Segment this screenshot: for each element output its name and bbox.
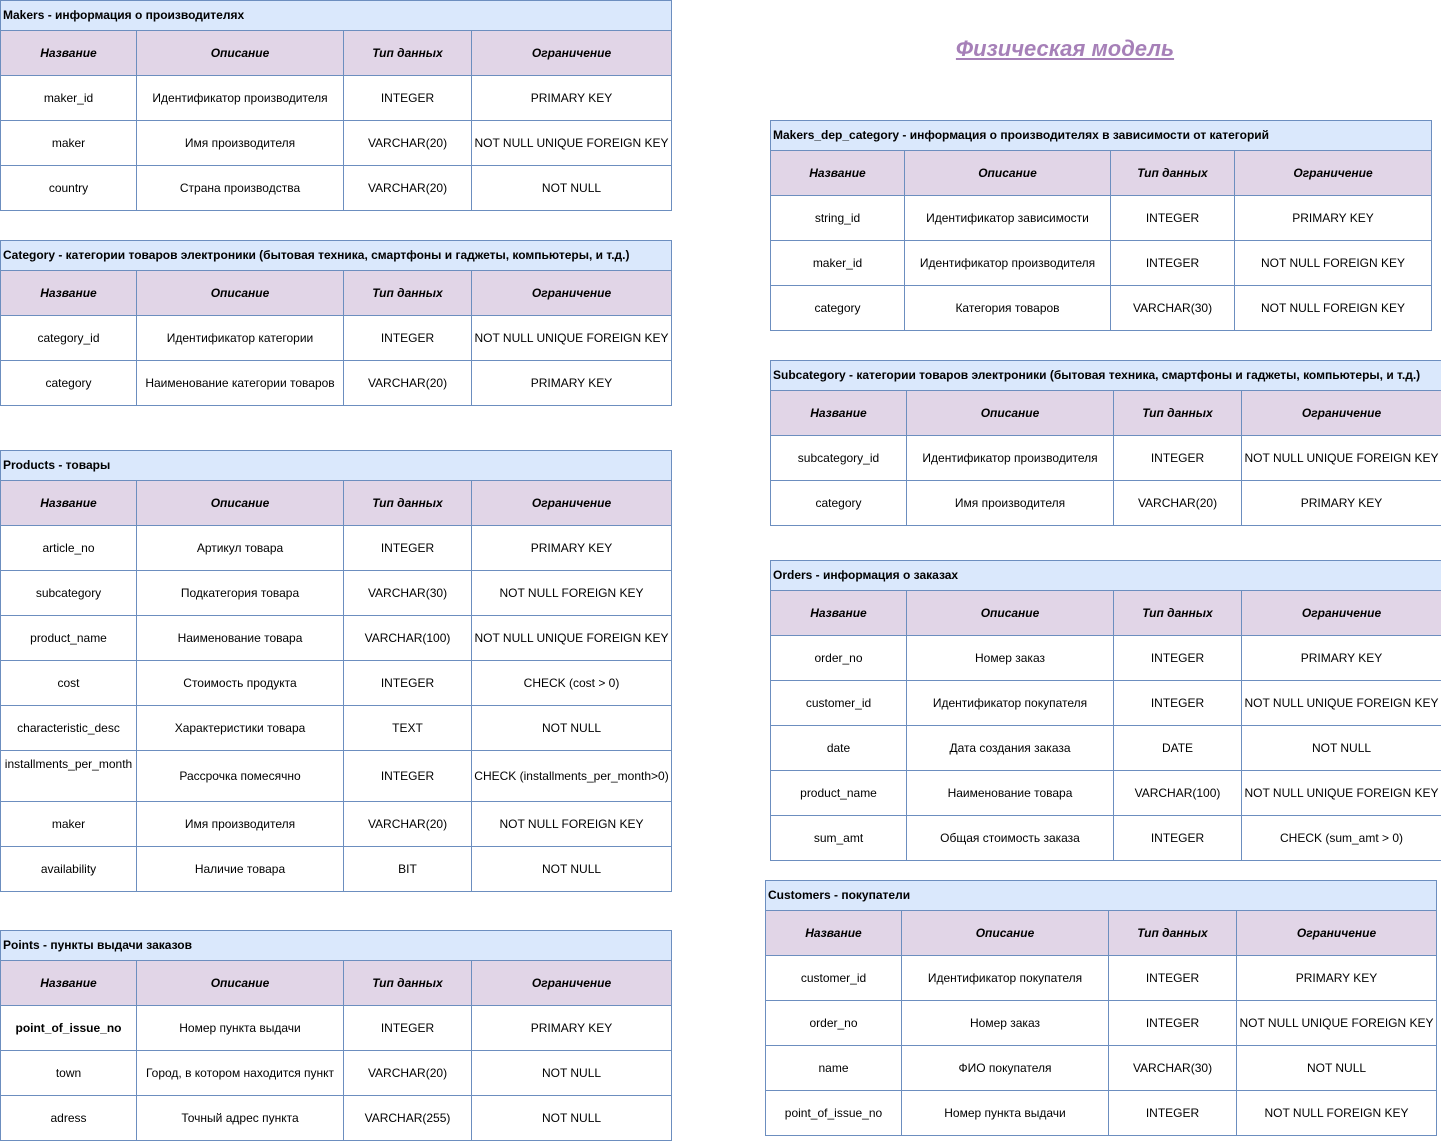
- table-row: [771, 241, 1432, 286]
- field-name-cell: product_name: [1, 616, 137, 661]
- field-description-cell: Идентификатор покупателя: [902, 956, 1109, 1001]
- column-header-name: Название: [771, 151, 905, 196]
- field-constraint-cell: PRIMARY KEY: [472, 1006, 672, 1051]
- table-title: Points - пункты выдачи заказов: [1, 931, 672, 961]
- field-constraint-cell: NOT NULL FOREIGN KEY: [1235, 286, 1432, 331]
- field-type-cell: VARCHAR(100): [344, 616, 472, 661]
- field-description-cell: Номер заказ: [902, 1001, 1109, 1046]
- table-title: Products - товары: [1, 451, 672, 481]
- table-orders: [770, 560, 1441, 861]
- column-header-description: Описание: [907, 391, 1114, 436]
- column-header-name: Название: [1, 481, 137, 526]
- column-header-type: Тип данных: [344, 961, 472, 1006]
- column-header-description: Описание: [137, 271, 344, 316]
- field-name-cell: installments_per_month: [1, 751, 137, 802]
- column-header-description: Описание: [907, 591, 1114, 636]
- field-description-cell: Идентификатор категории: [137, 316, 344, 361]
- table-title: Category - категории товаров электроники (бытовая техника, смартфоны и гаджеты, компьютеры, и т.д.): [1, 241, 672, 271]
- table-row: [766, 1046, 1437, 1091]
- field-type-cell: INTEGER: [1111, 196, 1235, 241]
- field-name-cell: string_id: [771, 196, 905, 241]
- field-name-cell: name: [766, 1046, 902, 1091]
- field-type-cell: VARCHAR(30): [344, 571, 472, 616]
- table-row: [771, 286, 1432, 331]
- table-title: Makers - информация о производителях: [1, 1, 672, 31]
- field-name-cell: order_no: [766, 1001, 902, 1046]
- table-category: [0, 240, 672, 406]
- column-header-constraint: Ограничение: [1235, 151, 1432, 196]
- column-header-type: Тип данных: [1114, 591, 1242, 636]
- field-constraint-cell: PRIMARY KEY: [1235, 196, 1432, 241]
- field-description-cell: Номер заказ: [907, 636, 1114, 681]
- field-type-cell: VARCHAR(20): [344, 802, 472, 847]
- table-makers-dep-category: [770, 120, 1432, 331]
- field-name-cell: category_id: [1, 316, 137, 361]
- table-title: Subcategory - категории товаров электроники (бытовая техника, смартфоны и гаджеты, компьютеры, и т.д.): [771, 361, 1441, 391]
- table-row: [1, 166, 672, 211]
- table-customers: [765, 880, 1437, 1136]
- field-type-cell: INTEGER: [1114, 636, 1242, 681]
- table-points: [0, 930, 672, 1141]
- field-name-cell: product_name: [771, 771, 907, 816]
- field-description-cell: Наименование категории товаров: [137, 361, 344, 406]
- column-header-constraint: Ограничение: [472, 961, 672, 1006]
- field-name-cell: maker_id: [771, 241, 905, 286]
- table-row: [1, 616, 672, 661]
- field-name-cell: subcategory_id: [771, 436, 907, 481]
- field-name-cell: cost: [1, 661, 137, 706]
- field-type-cell: INTEGER: [1111, 241, 1235, 286]
- field-type-cell: INTEGER: [344, 526, 472, 571]
- field-description-cell: ФИО покупателя: [902, 1046, 1109, 1091]
- field-constraint-cell: NOT NULL UNIQUE FOREIGN KEY: [472, 121, 672, 166]
- field-name-cell: sum_amt: [771, 816, 907, 861]
- column-header-type: Тип данных: [1109, 911, 1237, 956]
- field-name-cell: date: [771, 726, 907, 771]
- field-type-cell: INTEGER: [1114, 681, 1242, 726]
- table-row: [771, 481, 1441, 526]
- field-description-cell: Номер пункта выдачи: [902, 1091, 1109, 1136]
- field-description-cell: Имя производителя: [137, 802, 344, 847]
- table-row: [771, 816, 1441, 861]
- field-type-cell: VARCHAR(255): [344, 1096, 472, 1141]
- field-constraint-cell: CHECK (sum_amt > 0): [1242, 816, 1441, 861]
- field-name-cell: article_no: [1, 526, 137, 571]
- field-constraint-cell: NOT NULL UNIQUE FOREIGN KEY: [1242, 436, 1441, 481]
- column-header-type: Тип данных: [1111, 151, 1235, 196]
- table-row: [1, 526, 672, 571]
- field-type-cell: INTEGER: [344, 316, 472, 361]
- header-row: [771, 591, 1441, 636]
- field-description-cell: Идентификатор производителя: [137, 76, 344, 121]
- table-row: [1, 1006, 672, 1051]
- column-header-constraint: Ограничение: [472, 481, 672, 526]
- table-title: Makers_dep_category - информация о производителях в зависимости от категорий: [771, 121, 1432, 151]
- field-type-cell: TEXT: [344, 706, 472, 751]
- table-row: [771, 771, 1441, 816]
- header-row: [1, 481, 672, 526]
- field-description-cell: Город, в котором находится пункт: [137, 1051, 344, 1096]
- field-description-cell: Наличие товара: [137, 847, 344, 892]
- field-description-cell: Идентификатор зависимости: [905, 196, 1111, 241]
- field-constraint-cell: NOT NULL UNIQUE FOREIGN KEY: [1242, 681, 1441, 726]
- header-row: [771, 391, 1441, 436]
- field-description-cell: Характеристики товара: [137, 706, 344, 751]
- field-description-cell: Наименование товара: [907, 771, 1114, 816]
- field-constraint-cell: NOT NULL: [472, 847, 672, 892]
- column-header-constraint: Ограничение: [1237, 911, 1437, 956]
- field-name-cell: maker: [1, 802, 137, 847]
- field-description-cell: Идентификатор покупателя: [907, 681, 1114, 726]
- table-row: [1, 706, 672, 751]
- field-name-cell: maker_id: [1, 76, 137, 121]
- field-constraint-cell: NOT NULL: [472, 166, 672, 211]
- field-constraint-cell: NOT NULL FOREIGN KEY: [472, 571, 672, 616]
- field-constraint-cell: NOT NULL: [1242, 726, 1441, 771]
- field-name-cell: customer_id: [771, 681, 907, 726]
- field-type-cell: VARCHAR(20): [344, 166, 472, 211]
- field-name-cell: availability: [1, 847, 137, 892]
- column-header-name: Название: [771, 391, 907, 436]
- field-type-cell: VARCHAR(30): [1111, 286, 1235, 331]
- header-row: [1, 31, 672, 76]
- field-type-cell: BIT: [344, 847, 472, 892]
- table-row: [771, 726, 1441, 771]
- table-row: [1, 751, 672, 802]
- field-type-cell: VARCHAR(20): [344, 1051, 472, 1096]
- header-row: [1, 961, 672, 1006]
- table-row: [1, 802, 672, 847]
- column-header-description: Описание: [137, 31, 344, 76]
- column-header-type: Тип данных: [344, 481, 472, 526]
- table-row: [771, 196, 1432, 241]
- field-constraint-cell: PRIMARY KEY: [1242, 481, 1441, 526]
- field-type-cell: INTEGER: [1114, 436, 1242, 481]
- field-constraint-cell: NOT NULL FOREIGN KEY: [1235, 241, 1432, 286]
- page-title: Физическая модель: [955, 36, 1175, 61]
- field-constraint-cell: NOT NULL FOREIGN KEY: [1237, 1091, 1437, 1136]
- field-type-cell: INTEGER: [344, 751, 472, 802]
- field-name-cell: adress: [1, 1096, 137, 1141]
- field-name-cell: category: [771, 286, 905, 331]
- field-description-cell: Категория товаров: [905, 286, 1111, 331]
- table-row: [766, 956, 1437, 1001]
- column-header-name: Название: [1, 271, 137, 316]
- header-row: [766, 911, 1437, 956]
- field-name-cell: category: [771, 481, 907, 526]
- table-row: [1, 661, 672, 706]
- field-name-cell: category: [1, 361, 137, 406]
- table-row: [1, 316, 672, 361]
- field-name-cell: point_of_issue_no: [766, 1091, 902, 1136]
- field-description-cell: Стоимость продукта: [137, 661, 344, 706]
- field-type-cell: INTEGER: [344, 76, 472, 121]
- field-type-cell: VARCHAR(20): [1114, 481, 1242, 526]
- table-products: [0, 450, 672, 892]
- header-row: [771, 151, 1432, 196]
- field-name-cell: country: [1, 166, 137, 211]
- field-type-cell: INTEGER: [1109, 1001, 1237, 1046]
- field-constraint-cell: NOT NULL FOREIGN KEY: [472, 802, 672, 847]
- column-header-constraint: Ограничение: [472, 271, 672, 316]
- field-description-cell: Артикул товара: [137, 526, 344, 571]
- column-header-description: Описание: [137, 961, 344, 1006]
- column-header-description: Описание: [137, 481, 344, 526]
- field-description-cell: Страна производства: [137, 166, 344, 211]
- table-row: [771, 436, 1441, 481]
- field-description-cell: Номер пункта выдачи: [137, 1006, 344, 1051]
- field-constraint-cell: CHECK (cost > 0): [472, 661, 672, 706]
- field-constraint-cell: PRIMARY KEY: [1237, 956, 1437, 1001]
- field-constraint-cell: CHECK (installments_per_month>0): [472, 751, 672, 802]
- field-type-cell: VARCHAR(30): [1109, 1046, 1237, 1091]
- field-description-cell: Точный адрес пункта: [137, 1096, 344, 1141]
- field-name-cell: order_no: [771, 636, 907, 681]
- field-constraint-cell: NOT NULL UNIQUE FOREIGN KEY: [1242, 771, 1441, 816]
- table-subcategory: [770, 360, 1441, 526]
- field-description-cell: Наименование товара: [137, 616, 344, 661]
- table-row: [1, 571, 672, 616]
- field-constraint-cell: PRIMARY KEY: [1242, 636, 1441, 681]
- table-row: [1, 121, 672, 166]
- table-row: [771, 636, 1441, 681]
- table-row: [1, 361, 672, 406]
- table-title: Customers - покупатели: [766, 881, 1437, 911]
- field-description-cell: Общая стоимость заказа: [907, 816, 1114, 861]
- field-constraint-cell: NOT NULL UNIQUE FOREIGN KEY: [472, 316, 672, 361]
- field-description-cell: Идентификатор производителя: [907, 436, 1114, 481]
- field-constraint-cell: PRIMARY KEY: [472, 361, 672, 406]
- column-header-name: Название: [1, 961, 137, 1006]
- field-constraint-cell: NOT NULL: [472, 706, 672, 751]
- field-constraint-cell: NOT NULL: [472, 1051, 672, 1096]
- field-name-cell: town: [1, 1051, 137, 1096]
- field-name-cell: maker: [1, 121, 137, 166]
- field-description-cell: Имя производителя: [137, 121, 344, 166]
- field-description-cell: Рассрочка помесячно: [137, 751, 344, 802]
- column-header-name: Название: [771, 591, 907, 636]
- field-constraint-cell: NOT NULL: [472, 1096, 672, 1141]
- field-type-cell: VARCHAR(20): [344, 361, 472, 406]
- field-constraint-cell: NOT NULL UNIQUE FOREIGN KEY: [1237, 1001, 1437, 1046]
- field-name-cell: subcategory: [1, 571, 137, 616]
- column-header-type: Тип данных: [344, 271, 472, 316]
- table-row: [1, 847, 672, 892]
- table-makers: [0, 0, 672, 211]
- column-header-constraint: Ограничение: [1242, 391, 1441, 436]
- field-description-cell: Имя производителя: [907, 481, 1114, 526]
- table-row: [1, 1096, 672, 1141]
- table-row: [766, 1091, 1437, 1136]
- table-row: [1, 76, 672, 121]
- field-constraint-cell: PRIMARY KEY: [472, 526, 672, 571]
- column-header-type: Тип данных: [1114, 391, 1242, 436]
- field-type-cell: INTEGER: [344, 661, 472, 706]
- field-type-cell: INTEGER: [344, 1006, 472, 1051]
- header-row: [1, 271, 672, 316]
- column-header-constraint: Ограничение: [1242, 591, 1441, 636]
- column-header-description: Описание: [902, 911, 1109, 956]
- column-header-description: Описание: [905, 151, 1111, 196]
- field-constraint-cell: NOT NULL UNIQUE FOREIGN KEY: [472, 616, 672, 661]
- field-description-cell: Подкатегория товара: [137, 571, 344, 616]
- table-row: [1, 1051, 672, 1096]
- field-type-cell: VARCHAR(100): [1114, 771, 1242, 816]
- field-constraint-cell: NOT NULL: [1237, 1046, 1437, 1091]
- table-row: [766, 1001, 1437, 1046]
- column-header-constraint: Ограничение: [472, 31, 672, 76]
- field-name-cell: characteristic_desc: [1, 706, 137, 751]
- field-type-cell: INTEGER: [1114, 816, 1242, 861]
- column-header-name: Название: [1, 31, 137, 76]
- field-name-cell: point_of_issue_no: [1, 1006, 137, 1051]
- field-name-cell: customer_id: [766, 956, 902, 1001]
- field-type-cell: INTEGER: [1109, 1091, 1237, 1136]
- column-header-name: Название: [766, 911, 902, 956]
- field-type-cell: VARCHAR(20): [344, 121, 472, 166]
- table-title: Orders - информация о заказах: [771, 561, 1441, 591]
- field-type-cell: INTEGER: [1109, 956, 1237, 1001]
- field-type-cell: DATE: [1114, 726, 1242, 771]
- field-description-cell: Дата создания заказа: [907, 726, 1114, 771]
- field-constraint-cell: PRIMARY KEY: [472, 76, 672, 121]
- field-description-cell: Идентификатор производителя: [905, 241, 1111, 286]
- column-header-type: Тип данных: [344, 31, 472, 76]
- table-row: [771, 681, 1441, 726]
